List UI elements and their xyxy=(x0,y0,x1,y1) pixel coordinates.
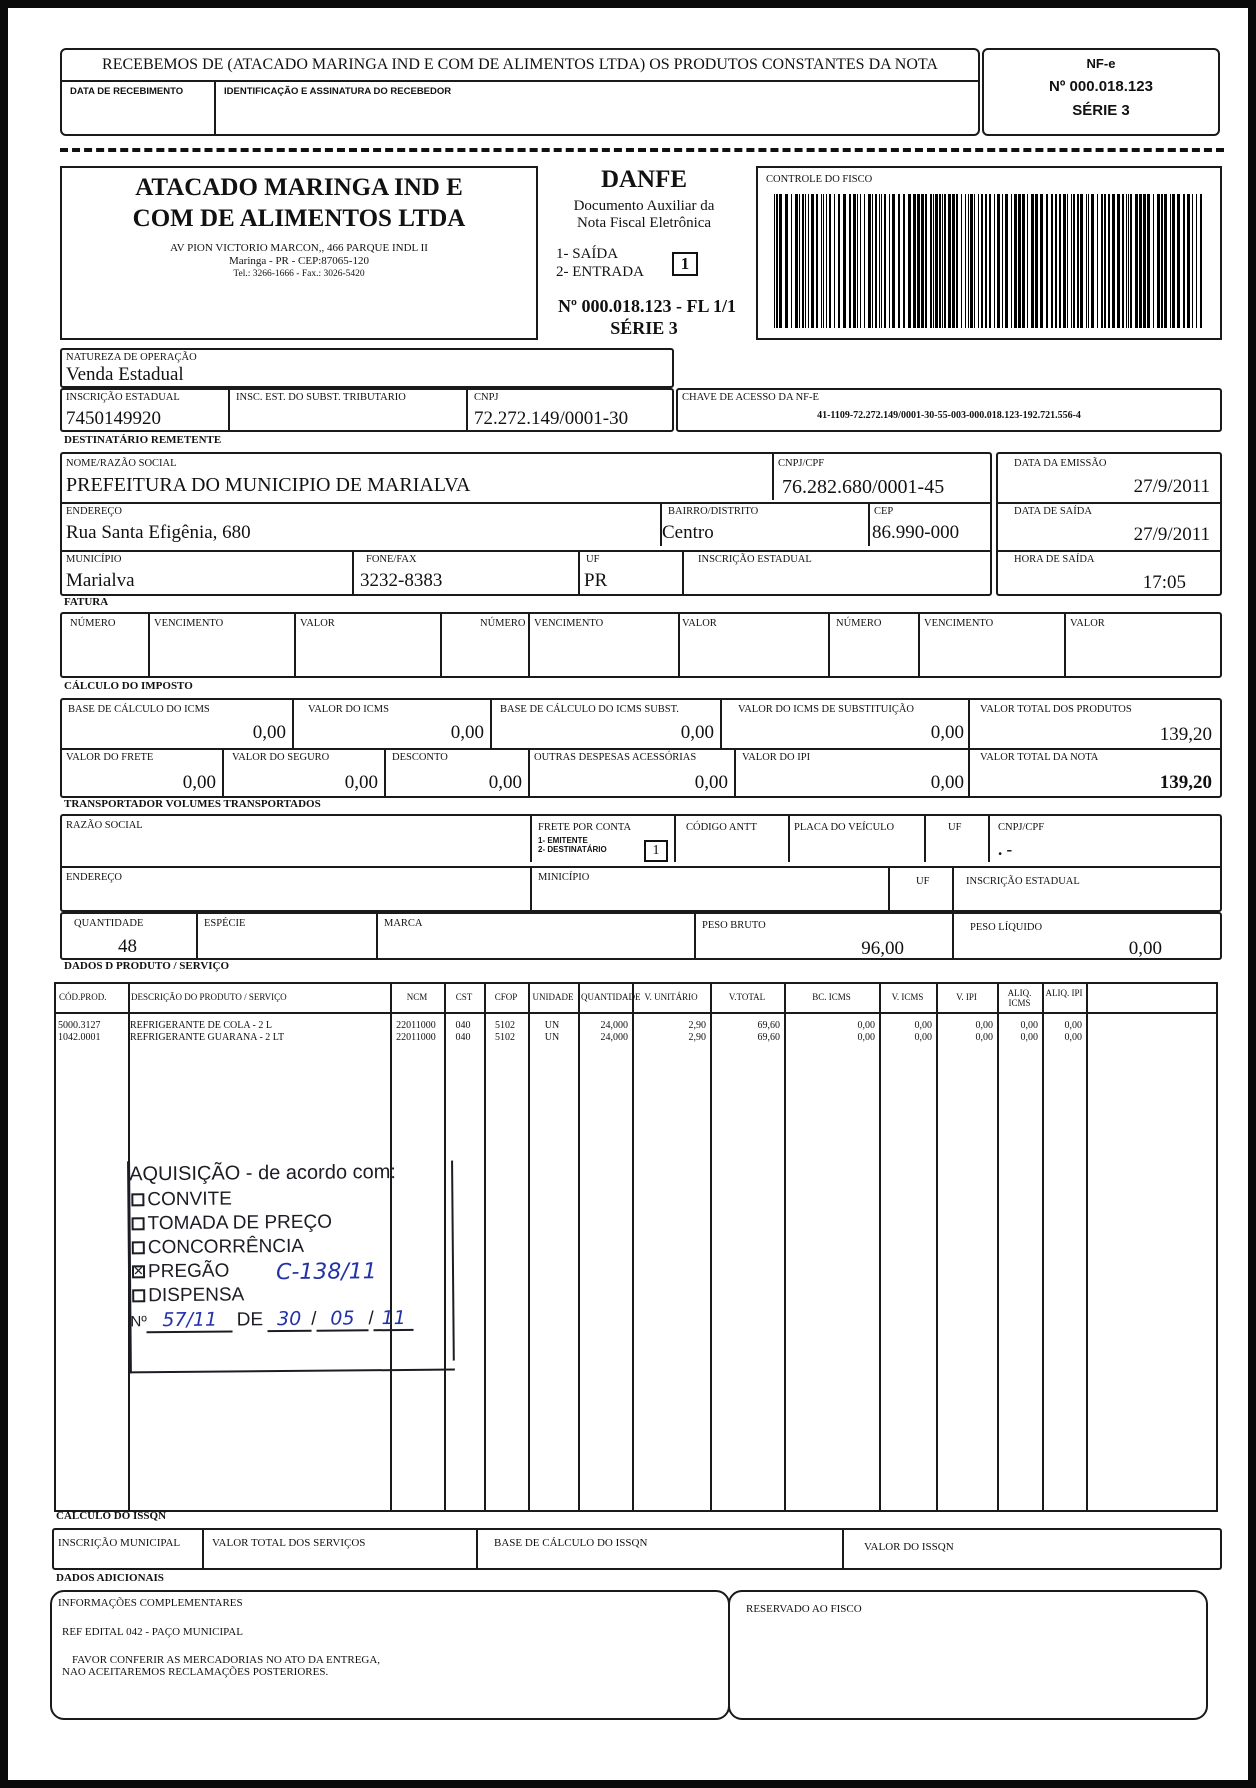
recipient-district: Centro xyxy=(662,522,714,543)
carrier-cnpj: . - xyxy=(998,840,1013,859)
product-cell: 0,00 xyxy=(914,1032,932,1043)
info-label: INFORMAÇÕES COMPLEMENTARES xyxy=(58,1597,243,1609)
carrier-ie-label: INSCRIÇÃO ESTADUAL xyxy=(966,876,1080,887)
discount-label: DESCONTO xyxy=(392,752,448,763)
municipal-ie-label: INSCRIÇÃO MUNICIPAL xyxy=(58,1537,181,1549)
stamp-option-pregao: ✕PREGÃO xyxy=(132,1261,230,1284)
product-cell: 040 xyxy=(455,1032,471,1043)
note-total-label: VALOR TOTAL DA NOTA xyxy=(980,752,1099,763)
freight-options: 1- EMITENTE 2- DESTINATÁRIO xyxy=(538,836,607,854)
product-cell: 0,00 xyxy=(857,1020,875,1031)
recipient-cep-label: CEP xyxy=(874,506,894,517)
ipi-label: VALOR DO IPI xyxy=(742,752,811,763)
product-cell: UN xyxy=(544,1020,560,1031)
issqn-box xyxy=(52,1528,1222,1570)
danfe-entry: 2- ENTRADA xyxy=(556,264,644,280)
issuer-box xyxy=(60,166,538,340)
product-cell: 22011000 xyxy=(396,1020,436,1031)
cnpj-value: 72.272.149/0001-30 xyxy=(474,408,629,429)
danfe-number: Nº 000.018.123 - FL 1/1 xyxy=(558,296,736,316)
additional-info-box xyxy=(50,1590,730,1720)
net-weight-label: PESO LÍQUIDO xyxy=(970,922,1043,933)
other-label: OUTRAS DESPESAS ACESSÓRIAS xyxy=(534,752,697,763)
recipient-address-label: ENDEREÇO xyxy=(66,506,122,517)
recipient-phone: 3232-8383 xyxy=(360,570,443,591)
recipient-name: PREFEITURA DO MUNICIPIO DE MARIALVA xyxy=(66,474,471,496)
stamp-option-concorrencia: CONCORRÊNCIA xyxy=(132,1236,304,1260)
transport-box xyxy=(60,814,1222,912)
invoice-due-label-1: VENCIMENTO xyxy=(154,618,224,629)
stamp-number-line: Nº 57/11 DE 30 / 05 / 11 xyxy=(130,1307,413,1333)
nfe-number: Nº 000.018.123 xyxy=(1049,78,1153,95)
ipi: 0,00 xyxy=(930,772,964,793)
fisco-box xyxy=(756,166,1222,340)
recipient-uf: PR xyxy=(584,570,608,591)
product-cell: 0,00 xyxy=(975,1020,993,1031)
products-col-header: V. IPI xyxy=(956,992,977,1002)
recipient-uf-label: UF xyxy=(586,554,600,565)
tax-box xyxy=(60,698,1222,798)
check-mark-icon xyxy=(132,1265,145,1278)
tax-section: CÁLCULO DO IMPOSTO xyxy=(64,680,193,692)
invoice-box xyxy=(60,612,1222,678)
product-cell: REFRIGERANTE DE COLA - 2 L xyxy=(130,1020,272,1031)
volume-qty: 48 xyxy=(118,936,137,957)
product-cell: 24,000 xyxy=(600,1020,628,1031)
product-cell: 69,60 xyxy=(757,1020,780,1031)
volumes-box xyxy=(60,912,1222,960)
info-line-3: NAO ACEITAREMOS RECLAMAÇÕES POSTERIORES. xyxy=(62,1666,329,1678)
issqn-section: CÁLCULO DO ISSQN xyxy=(56,1510,167,1522)
nfe-series: SÉRIE 3 xyxy=(1072,102,1130,119)
danfe-series: SÉRIE 3 xyxy=(610,318,678,338)
invoice-due-label-2: VENCIMENTO xyxy=(534,618,604,629)
product-cell: 5102 xyxy=(495,1032,515,1043)
dates-box xyxy=(996,452,1222,596)
carrier-cnpj-label: CNPJ/CPF xyxy=(998,822,1045,833)
exit-date: 27/9/2011 xyxy=(1133,524,1210,545)
access-key-value: 41-1109-72.272.149/0001-30-55-003-000.018.123-192.721.556-4 xyxy=(817,410,1081,421)
issuer-address: AV PION VICTORIO MARCON,, 466 PARQUE INDL II Maringa - PR - CEP:87065-120 Tel.: 3266-1666 - Fax.: 3026-5420 xyxy=(170,242,428,279)
reserved-box xyxy=(728,1590,1208,1720)
plate-label: PLACA DO VEÍCULO xyxy=(794,822,895,833)
ie-label: INSCRIÇÃO ESTADUAL xyxy=(66,392,180,403)
product-cell: 22011000 xyxy=(396,1032,436,1043)
recipient-address: Rua Santa Efigênia, 680 xyxy=(66,522,251,543)
discount: 0,00 xyxy=(488,772,522,793)
stamp-title: AQUISIÇÃO - de acordo com: xyxy=(129,1161,397,1186)
product-cell: 0,00 xyxy=(1020,1032,1038,1043)
danfe-exit: 1- SAÍDA xyxy=(556,246,619,262)
species-label: ESPÉCIE xyxy=(204,918,246,929)
services-total-label: VALOR TOTAL DOS SERVIÇOS xyxy=(212,1537,366,1549)
emission-date: 27/9/2011 xyxy=(1133,476,1210,497)
net-weight: 0,00 xyxy=(1128,938,1162,959)
brand-label: MARCA xyxy=(384,918,423,929)
carrier-city-label: MINICÍPIO xyxy=(538,872,590,883)
product-cell: 1042.0001 xyxy=(58,1032,101,1043)
reserved-label: RESERVADO AO FISCO xyxy=(746,1603,862,1615)
product-cell: REFRIGERANTE GUARANA - 2 LT xyxy=(130,1032,285,1043)
product-cell: 0,00 xyxy=(975,1032,993,1043)
invoice-value-label-3: VALOR xyxy=(1070,618,1105,629)
product-cell: 2,90 xyxy=(688,1020,706,1031)
issuer-name: ATACADO MARINGA IND E COM DE ALIMENTOS LTDA xyxy=(132,174,466,232)
exit-time: 17:05 xyxy=(1142,572,1186,593)
transport-section: TRANSPORTADOR VOLUMES TRANSPORTADOS xyxy=(64,798,321,810)
nfe-label: NF-e xyxy=(1086,56,1116,71)
info-line-1: REF EDITAL 042 - PAÇO MUNICIPAL xyxy=(62,1626,243,1638)
emission-label: DATA DA EMISSÃO xyxy=(1014,458,1107,469)
recipient-district-label: BAIRRO/DISTRITO xyxy=(668,506,759,517)
ie-value: 7450149920 xyxy=(66,408,161,429)
recipient-cnpj: 76.282.680/0001-45 xyxy=(782,476,945,498)
volume-qty-label: QUANTIDADE xyxy=(74,918,144,929)
danfe-title: DANFE xyxy=(600,166,688,193)
receipt-statement: RECEBEMOS DE (ATACADO MARINGA IND E COM DE ALIMENTOS LTDA) OS PRODUTOS CONSTANTES DA NOTA xyxy=(102,56,938,73)
product-cell: 0,00 xyxy=(1020,1020,1038,1031)
insurance-label: VALOR DO SEGURO xyxy=(232,752,330,763)
danfe-type-box: 1 xyxy=(672,252,698,276)
access-key-label: CHAVE DE ACESSO DA NF-E xyxy=(682,392,819,403)
products-col-header: ALIQ. IPI xyxy=(1045,988,1083,998)
carrier-uf2-label: UF xyxy=(916,876,930,887)
products-section: DADOS D PRODUTO / SERVIÇO xyxy=(64,960,230,972)
gross-weight-label: PESO BRUTO xyxy=(702,920,766,931)
recipient-phone-label: FONE/FAX xyxy=(366,554,417,565)
product-cell: 2,90 xyxy=(688,1032,706,1043)
product-cell: 69,60 xyxy=(757,1032,780,1043)
icms-label: VALOR DO ICMS xyxy=(308,704,389,715)
products-total: 139,20 xyxy=(1159,724,1212,745)
recipient-city: Marialva xyxy=(66,570,135,591)
base-icms: 0,00 xyxy=(252,722,286,743)
products-total-label: VALOR TOTAL DOS PRODUTOS xyxy=(980,704,1132,715)
carrier-uf-label: UF xyxy=(948,822,962,833)
antt-label: CÓDIGO ANTT xyxy=(686,822,757,833)
cut-line xyxy=(60,148,1224,152)
stamp-option-dispensa: DISPENSA xyxy=(132,1284,244,1307)
nature-label: NATUREZA DE OPERAÇÃO xyxy=(66,352,197,363)
base-st: 0,00 xyxy=(680,722,714,743)
icms-st: 0,00 xyxy=(930,722,964,743)
freight: 0,00 xyxy=(182,772,216,793)
invoice-number-label-2: NÚMERO xyxy=(480,618,526,629)
product-cell: 040 xyxy=(455,1020,471,1031)
exit-time-label: HORA DE SAÍDA xyxy=(1014,554,1095,565)
product-cell: 0,00 xyxy=(857,1032,875,1043)
receipt-date-label: DATA DE RECEBIMENTO xyxy=(70,86,184,97)
invoice-due-label-3: VENCIMENTO xyxy=(924,618,994,629)
product-cell: 5102 xyxy=(495,1020,515,1031)
barcode xyxy=(770,194,1208,328)
info-line-2: FAVOR CONFERIR AS MERCADORIAS NO ATO DA ENTREGA, xyxy=(72,1654,381,1666)
products-col-header: NCM xyxy=(406,992,428,1002)
stamp-option-convite: CONVITE xyxy=(131,1188,232,1211)
base-icms-label: BASE DE CÁLCULO DO ICMS xyxy=(68,704,210,715)
nature-value: Venda Estadual xyxy=(66,364,184,385)
products-col-header: CFOP xyxy=(494,992,518,1002)
products-col-header: UNIDADE xyxy=(532,992,574,1002)
fisco-label: CONTROLE DO FISCO xyxy=(766,174,873,185)
stamp-option-tomada: TOMADA DE PREÇO xyxy=(131,1212,332,1236)
carrier-name-label: RAZÃO SOCIAL xyxy=(66,820,143,831)
freight-label: VALOR DO FRETE xyxy=(66,752,154,763)
exit-date-label: DATA DE SAÍDA xyxy=(1014,506,1092,517)
danfe-block xyxy=(540,162,748,344)
products-col-header: V. UNITÁRIO xyxy=(644,992,698,1002)
recipient-cnpj-label: CNPJ/CPF xyxy=(778,458,825,469)
invoice-value-label-1: VALOR xyxy=(300,618,335,629)
product-cell: 24,000 xyxy=(600,1032,628,1043)
icms-st-label: VALOR DO ICMS DE SUBSTITUIÇÃO xyxy=(738,704,914,715)
issqn-base-label: BASE DE CÁLCULO DO ISSQN xyxy=(494,1537,648,1549)
products-col-header: V. ICMS xyxy=(891,992,924,1002)
ie-st-label: INSC. EST. DO SUBST. TRIBUTARIO xyxy=(236,392,406,403)
insurance: 0,00 xyxy=(344,772,378,793)
products-col-header: CÓD.PROD. xyxy=(59,992,107,1002)
receipt-stub xyxy=(60,48,980,136)
freight-by-label: FRETE POR CONTA xyxy=(538,822,632,833)
note-total: 139,20 xyxy=(1159,772,1212,793)
invoice-number-label-1: NÚMERO xyxy=(70,618,116,629)
product-cell: 0,00 xyxy=(914,1020,932,1031)
invoice-number-label-3: NÚMERO xyxy=(836,618,882,629)
recipient-city-label: MUNICÍPIO xyxy=(66,554,122,565)
invoice-section: FATURA xyxy=(64,596,109,608)
product-cell: 0,00 xyxy=(1064,1032,1082,1043)
gross-weight: 96,00 xyxy=(861,938,904,959)
product-cell: UN xyxy=(544,1032,560,1043)
other: 0,00 xyxy=(694,772,728,793)
invoice-value-label-2: VALOR xyxy=(682,618,717,629)
nfe-box xyxy=(982,48,1220,136)
base-st-label: BASE DE CÁLCULO DO ICMS SUBST. xyxy=(500,704,679,715)
products-col-header: BC. ICMS xyxy=(812,992,851,1002)
products-col-header: ALIQ. ICMS xyxy=(1007,988,1032,1008)
products-col-header: CST xyxy=(455,992,473,1002)
danfe-subtitle: Documento Auxiliar da Nota Fiscal Eletrônica xyxy=(573,198,715,231)
cnpj-label: CNPJ xyxy=(474,392,499,403)
product-cell: 5000.3127 xyxy=(58,1020,101,1031)
products-col-header: V.TOTAL xyxy=(728,992,766,1002)
acquisition-stamp xyxy=(119,1159,457,1382)
recipient-box xyxy=(60,452,992,596)
carrier-address-label: ENDEREÇO xyxy=(66,872,122,883)
access-key-box xyxy=(676,388,1222,432)
products-col-header: DESCRIÇÃO DO PRODUTO / SERVIÇO xyxy=(131,992,287,1002)
product-cell: 0,00 xyxy=(1064,1020,1082,1031)
stamp-handwritten-ref: C-138/11 xyxy=(275,1259,377,1286)
icms: 0,00 xyxy=(450,722,484,743)
issqn-value-label: VALOR DO ISSQN xyxy=(864,1541,954,1553)
recipient-ie-label: INSCRIÇÃO ESTADUAL xyxy=(698,554,812,565)
ie-box xyxy=(60,388,674,432)
additional-section: DADOS ADICIONAIS xyxy=(56,1572,164,1584)
recipient-section: DESTINATÁRIO REMETENTE xyxy=(64,434,222,446)
receipt-id-label: IDENTIFICAÇÃO E ASSINATURA DO RECEBEDOR xyxy=(224,86,452,97)
freight-value-box: 1 xyxy=(644,840,668,862)
recipient-name-label: NOME/RAZÃO SOCIAL xyxy=(66,458,177,469)
recipient-cep: 86.990-000 xyxy=(872,522,960,543)
nature-box xyxy=(60,348,674,388)
products-col-header: QUANTIDADE xyxy=(581,992,641,1002)
